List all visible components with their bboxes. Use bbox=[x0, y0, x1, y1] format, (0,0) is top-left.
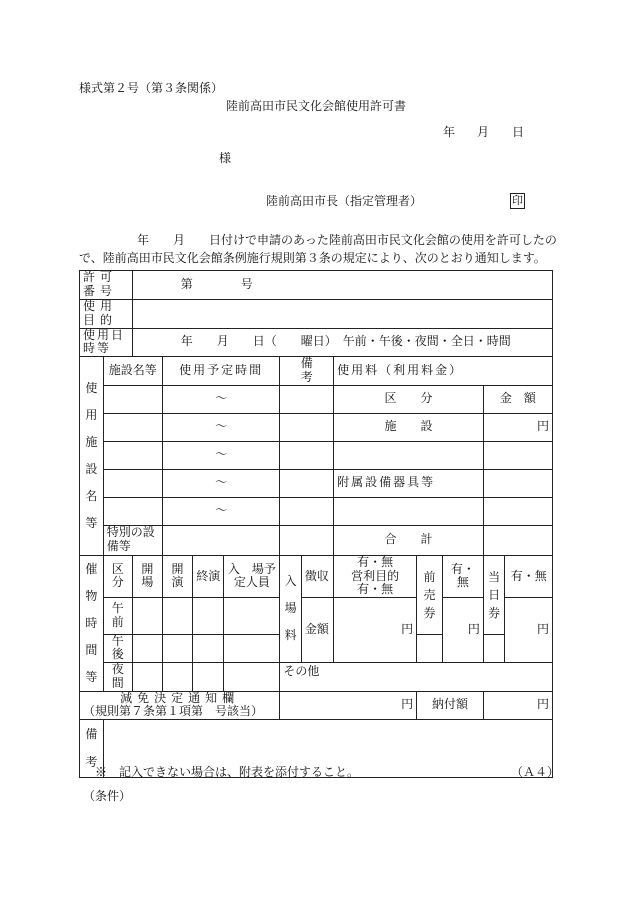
facility-vert-char: 施 bbox=[85, 434, 98, 449]
note-header: 備 考 bbox=[280, 357, 334, 386]
payment-amount-field[interactable]: 円 bbox=[483, 691, 552, 719]
fee-blank-cell[interactable] bbox=[334, 497, 484, 525]
facility-vert-char: 設 bbox=[85, 461, 98, 476]
facility-name-cell[interactable] bbox=[103, 441, 162, 469]
afternoon-end[interactable] bbox=[193, 634, 224, 663]
day-ticket-label bbox=[483, 555, 505, 634]
purpose-field[interactable] bbox=[132, 300, 552, 329]
reduction-decision-label bbox=[80, 691, 280, 719]
seal-stamp: 印 bbox=[512, 194, 523, 207]
collection-label: 徴収 bbox=[301, 555, 333, 597]
afternoon-start[interactable] bbox=[162, 634, 192, 663]
other-label: その他 bbox=[283, 664, 320, 679]
datetime-label: 使用日時等 bbox=[80, 328, 133, 357]
admission-vert-char: 入 bbox=[284, 574, 297, 589]
note-cell[interactable] bbox=[280, 413, 334, 441]
advance-ticket-yes-no[interactable]: 有・無 bbox=[442, 555, 483, 597]
issue-date-year: 年 bbox=[443, 125, 456, 139]
usage-time-cell[interactable]: ～ bbox=[162, 469, 279, 497]
evening-attendance[interactable] bbox=[224, 663, 280, 692]
morning-end[interactable] bbox=[193, 598, 224, 634]
permit-form-table bbox=[79, 270, 553, 778]
paper-size: （Ａ４） bbox=[511, 765, 560, 779]
amount-field[interactable]: 円 bbox=[334, 598, 417, 663]
facility-vert-char: 等 bbox=[85, 515, 98, 530]
facility-name-cell[interactable] bbox=[103, 497, 162, 525]
event-category-header: 区分 bbox=[103, 555, 132, 597]
evening-start[interactable] bbox=[162, 663, 192, 692]
morning-doors-open[interactable] bbox=[132, 598, 162, 634]
advance-ticket-label bbox=[417, 555, 443, 634]
facility-vertical-label bbox=[80, 357, 104, 556]
day-ticket-amount[interactable]: 円 bbox=[505, 598, 553, 663]
event-vert-char: 時 bbox=[85, 615, 98, 630]
morning-start[interactable] bbox=[162, 598, 192, 634]
facility-vert-char: 用 bbox=[85, 407, 98, 422]
event-vert-char: 間 bbox=[85, 642, 98, 657]
issue-date-day: 日 bbox=[512, 125, 525, 139]
datetime-field[interactable]: 年 月 日（ 曜日） 午前・午後・夜間・全日・時間 bbox=[132, 328, 552, 357]
evening-label: 夜間 bbox=[103, 663, 132, 692]
fee-facility-label: 施 設 bbox=[334, 413, 484, 441]
usage-time-cell[interactable]: ～ bbox=[162, 413, 279, 441]
fee-total-amount[interactable] bbox=[483, 525, 552, 555]
day-vert-char: 日 bbox=[488, 587, 501, 602]
evening-doors-open[interactable] bbox=[132, 663, 162, 692]
footnote: ※ 記入できない場合は、附表を添付すること。 bbox=[95, 765, 360, 779]
facility-name-header: 施設名等 bbox=[103, 357, 162, 386]
facility-name-cell[interactable] bbox=[103, 469, 162, 497]
special-equipment-label: 特別の設備等 bbox=[103, 525, 162, 555]
collection-yes-no[interactable]: 有・無 bbox=[357, 554, 394, 569]
reduction-rule: （規則第７条第１項第 号該当） bbox=[83, 704, 264, 719]
admission-vertical-label bbox=[280, 555, 302, 662]
addressee-suffix: 様 bbox=[219, 151, 232, 165]
morning-attendance[interactable] bbox=[224, 598, 280, 634]
facility-vert-char: 使 bbox=[85, 380, 98, 395]
usage-time-cell[interactable]: ～ bbox=[162, 441, 279, 469]
note-cell[interactable] bbox=[280, 385, 334, 413]
advance-vert-char: 売 bbox=[423, 587, 436, 602]
afternoon-doors-open[interactable] bbox=[132, 634, 162, 663]
form-number: 様式第２号（第３条関係） bbox=[79, 81, 224, 95]
end-header: 終演 bbox=[193, 555, 224, 597]
day-vert-char: 当 bbox=[488, 569, 501, 584]
afternoon-attendance[interactable] bbox=[224, 634, 280, 663]
advance-vert-char: 券 bbox=[423, 605, 436, 620]
afternoon-label: 午後 bbox=[103, 634, 132, 663]
permit-number-field[interactable]: 第 号 bbox=[132, 271, 552, 300]
usage-time-cell[interactable]: ～ bbox=[162, 497, 279, 525]
reduction-amount-field[interactable]: 円 bbox=[280, 691, 417, 719]
remarks-vert-char: 備 bbox=[85, 727, 98, 742]
note-cell[interactable] bbox=[280, 469, 334, 497]
note-cell[interactable] bbox=[280, 525, 334, 555]
issue-date-month: 月 bbox=[477, 125, 490, 139]
advance-ticket-amount[interactable]: 円 bbox=[442, 598, 483, 663]
doors-open-header: 開場 bbox=[132, 555, 162, 597]
conditions-label: （条件） bbox=[83, 789, 132, 803]
advance-vert-char: 前 bbox=[423, 569, 436, 584]
fee-header: 使用料（利用料金） bbox=[334, 357, 553, 386]
payment-amount-label: 納付額 bbox=[417, 691, 484, 719]
admission-vert-char: 場 bbox=[284, 601, 297, 616]
usage-time-header: 使用予定時間 bbox=[162, 357, 279, 386]
remarks-vert-char: 考 bbox=[85, 755, 98, 770]
fee-category-header: 区 分 bbox=[334, 385, 484, 413]
facility-name-cell[interactable] bbox=[103, 413, 162, 441]
usage-time-cell[interactable] bbox=[162, 525, 279, 555]
for-profit-yes-no[interactable]: 営利目的 有・無 bbox=[351, 568, 412, 597]
issuer-name: 陸前高田市長（指定管理者） bbox=[266, 194, 423, 208]
event-vert-char: 物 bbox=[85, 588, 98, 603]
note-cell[interactable] bbox=[280, 497, 334, 525]
event-vert-char: 催 bbox=[85, 561, 98, 576]
reduction-title: 減免決定通知欄 bbox=[120, 691, 240, 706]
fee-equipment-label: 附属設備器具等 bbox=[334, 469, 484, 497]
fee-blank-amount[interactable] bbox=[483, 441, 552, 469]
evening-end[interactable] bbox=[193, 663, 224, 692]
usage-time-cell[interactable]: ～ bbox=[162, 385, 279, 413]
facility-vert-char: 名 bbox=[85, 488, 98, 503]
expected-attendance-header: 入 場予定人員 bbox=[224, 555, 280, 597]
intro-line-2: で、陸前高田市民文化会館条例施行規則第３条の規定により、次のとおり通知します。 bbox=[79, 251, 546, 265]
start-header: 開演 bbox=[162, 555, 192, 597]
day-vert-char: 券 bbox=[488, 605, 501, 620]
fee-amount-header: 金 額 bbox=[483, 385, 552, 413]
amount-label: 金額 bbox=[301, 598, 333, 663]
day-ticket-yes-no[interactable]: 有・無 bbox=[505, 555, 553, 597]
fee-total-label: 合 計 bbox=[334, 525, 484, 555]
fee-blank-amount[interactable] bbox=[483, 497, 552, 525]
note-cell[interactable] bbox=[280, 441, 334, 469]
collection-options[interactable] bbox=[334, 555, 417, 597]
document-title: 陸前高田市民文化会館使用許可書 bbox=[226, 99, 407, 113]
event-vert-char: 等 bbox=[85, 669, 98, 684]
fee-blank-cell[interactable] bbox=[334, 441, 484, 469]
other-field[interactable] bbox=[280, 663, 553, 692]
event-vertical-label bbox=[80, 555, 104, 691]
fee-facility-amount[interactable]: 円 bbox=[483, 413, 552, 441]
permit-number-label: 許可番号 bbox=[80, 271, 133, 300]
morning-label: 午前 bbox=[103, 598, 132, 634]
facility-name-cell[interactable] bbox=[103, 385, 162, 413]
intro-line-1: 年 月 日付けで申請のあった陸前高田市民文化会館の使用を許可したの bbox=[137, 233, 557, 247]
fee-equipment-amount[interactable] bbox=[483, 469, 552, 497]
purpose-label: 使用目的 bbox=[80, 300, 133, 329]
admission-vert-char: 料 bbox=[284, 628, 297, 643]
